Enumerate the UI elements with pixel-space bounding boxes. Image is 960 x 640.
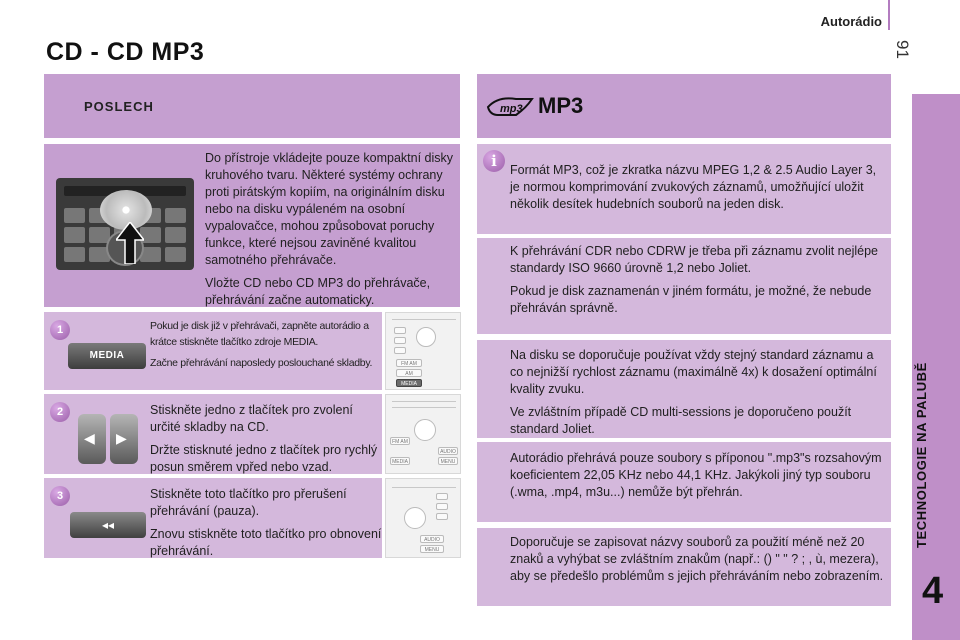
step3-text — [150, 486, 382, 560]
radio-key-label: AUDIO — [420, 535, 444, 543]
mp3-block-3 — [510, 347, 886, 438]
step-number-badge: 2 — [50, 402, 70, 422]
seek-forward-button[interactable] — [110, 414, 138, 464]
radio-key-label: MENU — [438, 457, 458, 465]
mp3-logo-icon — [486, 96, 534, 118]
poslech-title: POSLECH — [84, 99, 154, 114]
radio-key-label: AUDIO — [438, 447, 458, 455]
mp3-paragraph: Pokud je disk zaznamenán v jiném formátu, je možné, že nebude přehráván správně. — [510, 284, 872, 315]
radio-thumbnail-step3 — [385, 478, 461, 558]
mp3-paragraph: Doporučuje se zapisovat názvy souborů za použití méně než 20 znaků a vyhýbat se zvláštním znakům (např.: () " " ? ; , ù, mezera), aby se předešlo problémům s jejich přehráváním nebo zobrazením. — [510, 535, 884, 583]
page-title: CD - CD MP3 — [46, 38, 205, 66]
svg-text:mp3: mp3 — [500, 103, 523, 115]
mp3-block-4 — [510, 450, 886, 501]
radio-key-label: MENU — [420, 545, 444, 553]
radio-thumbnail-step2 — [385, 394, 461, 474]
chevron-left-icon: ◀ — [84, 430, 95, 446]
step1-text — [150, 318, 382, 371]
pause-button[interactable] — [70, 512, 146, 538]
page-number: 91 — [893, 40, 912, 59]
mp3-paragraph: Formát MP3, což je zkratka názvu MPEG 1,2 & 2.5 Audio Layer 3, je normou komprimování zvukových záznamů, umožňující uložit několik desítek hudebních souborů na jeden disk. — [510, 163, 877, 211]
seek-back-button[interactable] — [78, 414, 106, 464]
radio-key-label: MEDIA — [390, 457, 410, 465]
mp3-block-2 — [510, 243, 886, 317]
mp3-paragraph: Ve zvláštním případě CD multi-sessions je doporučeno použít standard Joliet. — [510, 405, 852, 436]
radio-key-label: MEDIA — [396, 379, 422, 387]
step-number-badge: 1 — [50, 320, 70, 340]
step-paragraph: Držte stisknuté jedno z tlačítek pro rychlý posun směrem vpřed nebo vzad. — [150, 443, 378, 474]
step-paragraph: Začne přehrávání naposledy poslouchané skladby. — [150, 357, 373, 369]
media-button[interactable]: MEDIA — [68, 343, 146, 369]
step2-text — [150, 402, 382, 476]
info-icon: i — [483, 150, 505, 172]
header-divider — [888, 0, 890, 30]
intro-paragraph: Vložte CD nebo CD MP3 do přehrávače, přehrávání začne automaticky. — [205, 276, 431, 307]
mp3-block-1 — [510, 162, 886, 213]
intro-paragraph: Do přístroje vkládejte pouze kompaktní disky kruhového tvaru. Některé systémy ochrany proti pirátským kopiím, na originálním disku nebo na disku vypáleném na osobní vypalovačce, mohou způsobovat poruchy funkce, které nejsou zaviněné kvalitou samotného přehrávače. — [205, 151, 454, 267]
intro-text — [205, 150, 455, 309]
step-paragraph: Znovu stiskněte toto tlačítko pro obnovení přehrávání. — [150, 527, 382, 558]
radio-thumbnail-step1 — [385, 312, 461, 390]
mp3-paragraph: Autorádio přehrává pouze soubory s příponou ".mp3"s rozsahovým koeficientem 22,05 KHz nebo 44,1 KHz. Jakýkoli jiný typ souboru (.wma, .mp4, m3u...) nemůže být přehrán. — [510, 451, 882, 499]
step-paragraph: Stiskněte jedno z tlačítek pro zvolení určité skladby na CD. — [150, 403, 353, 434]
mp3-paragraph: K přehrávání CDR nebo CDRW je třeba při záznamu zvolit nejlépe standardy ISO 9660 úrovně 1,2 nebo Joliet. — [510, 244, 878, 275]
step-paragraph: Stiskněte toto tlačítko pro přerušení přehrávání (pauza). — [150, 487, 347, 518]
chevron-right-icon: ▶ — [116, 430, 127, 446]
chapter-side-label: TECHNOLOGIE NA PALUBĚ — [914, 362, 929, 548]
insert-arrow-icon — [116, 222, 144, 264]
section-label: Autorádio — [820, 14, 882, 29]
mp3-paragraph: Na disku se doporučuje používat vždy stejný standard záznamu a co nejnižší rychlost záznamu (maximálně 4x) k dosažení optimální kvality zvuku. — [510, 348, 877, 396]
radio-key-label: AM — [396, 369, 422, 377]
mp3-block-5 — [510, 534, 886, 585]
pause-play-icon: ◂◂ — [101, 518, 115, 532]
chapter-number: 4 — [922, 570, 944, 612]
step-number-badge: 3 — [50, 486, 70, 506]
radio-key-label: FM AM — [396, 359, 422, 367]
step-paragraph: Pokud je disk již v přehrávači, zapněte autorádio a krátce stiskněte tlačítko zdroje MEDIA. — [150, 320, 369, 348]
radio-key-label: FM AM — [390, 437, 410, 445]
mp3-title: MP3 — [538, 93, 584, 118]
